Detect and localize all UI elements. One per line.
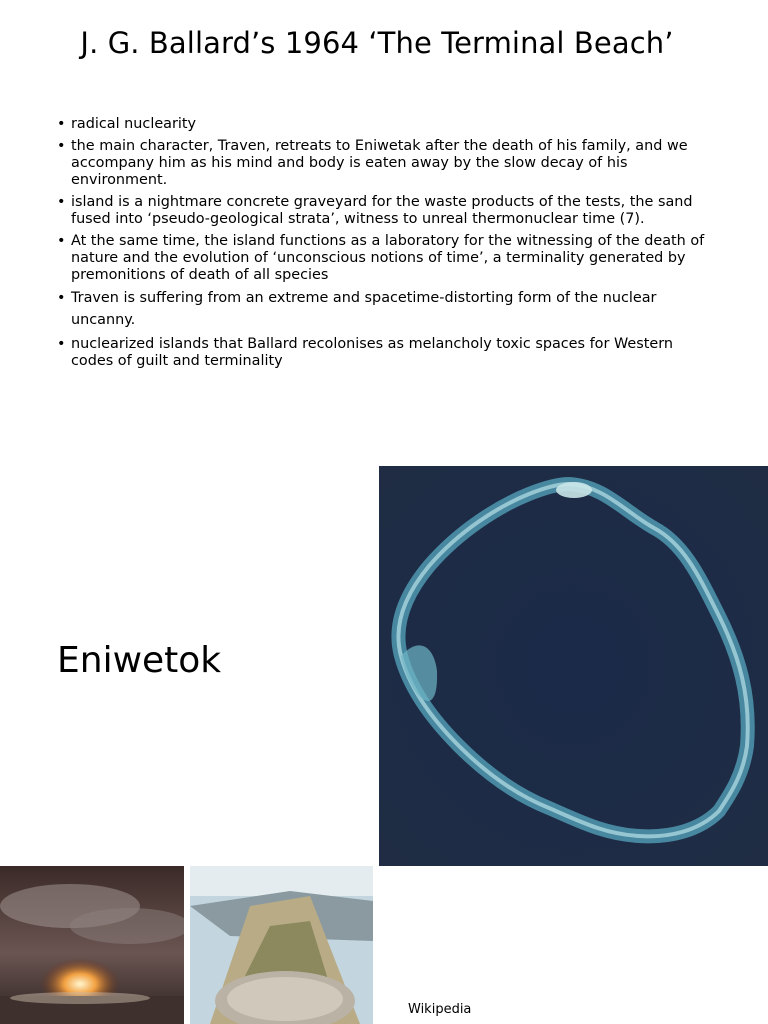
dome-image [190, 866, 373, 1024]
bullet-dot: • [57, 336, 66, 352]
slide-title: J. G. Ballard’s 1964 ‘The Terminal Beach’ [80, 26, 674, 60]
bullet-item [57, 194, 717, 228]
bullet-dot: • [57, 233, 66, 249]
bullet-item [57, 138, 717, 189]
bullet-text: Traven is suffering from an extreme and spacetime-distorting form of the nuclear uncanny. [71, 290, 657, 328]
bullet-dot: • [57, 116, 66, 132]
bullet-item [57, 336, 717, 370]
image-caption: Eniwetok [57, 640, 222, 681]
atoll-satellite-image [379, 466, 768, 866]
bullet-text: nuclearized islands that Ballard recolonises as melancholy toxic spaces for Western codes of guilt and terminality [71, 336, 673, 369]
bullet-item [57, 287, 717, 331]
bullet-list [57, 116, 717, 375]
bullet-text: At the same time, the island functions as a laboratory for the witnessing of the death of nature and the evolution of ‘unconscious notions of time’, a terminality generated by premonitions of death of all species [71, 233, 705, 283]
bullet-dot: • [57, 194, 66, 210]
bullet-item [57, 233, 717, 284]
bullet-item [57, 116, 717, 133]
bullet-text: radical nuclearity [71, 116, 197, 132]
explosion-image [0, 866, 184, 1024]
bullet-dot: • [57, 290, 66, 306]
bullet-text: island is a nightmare concrete graveyard for the waste products of the tests, the sand fused into ‘pseudo-geological strata’, witness to unreal thermonuclear time (7). [71, 194, 693, 227]
bullet-dot: • [57, 138, 66, 154]
bullet-text: the main character, Traven, retreats to Eniwetak after the death of his family, and we accompany him as his mind and body is eaten away by the slow decay of his environment. [71, 138, 688, 188]
image-credit: Wikipedia [408, 1002, 472, 1017]
